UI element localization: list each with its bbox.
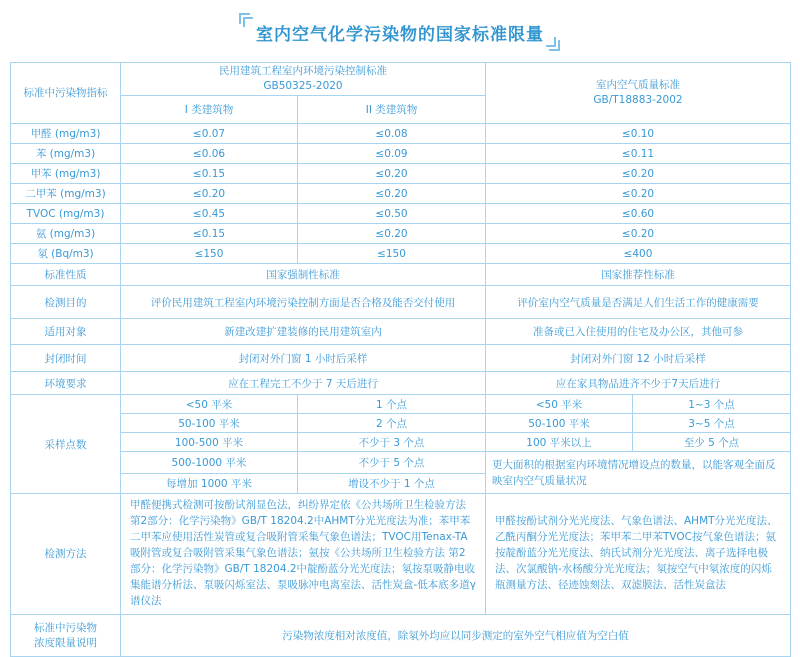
gb18883-code: GB/T18883-2002 [593, 94, 683, 107]
gb50325-code: GB50325-2020 [263, 80, 343, 93]
info-label: 封闭时间 [11, 345, 121, 372]
title-wrap [256, 20, 544, 45]
method-right-text: 甲醛按酚试剂分光光度法、气象色谱法、AHMT分光光度法、乙酰丙酮分光光度法；苯甲苯二甲苯TVOC按气象色谱法；氨按靛酚蓝分光光度法、纳氏试剂分光光度法、离子选择电极法、次氯酸钠-水杨酸分光光度法；氡按空气中氡浓度的闪烁瓶测量方法、径迹蚀刻法、双滤膜法、活性炭盒法 [486, 493, 791, 614]
header-gb50325 [121, 63, 486, 96]
pollutant-name: 苯 (mg/m3) [11, 144, 121, 164]
limit-iaq: ≤0.60 [486, 204, 791, 224]
info-label: 检测目的 [11, 286, 121, 319]
limit-class2: ≤0.20 [298, 224, 486, 244]
gb18883-title: 室内空气质量标准 [596, 79, 680, 91]
pollutant-row [11, 224, 791, 244]
info-left: 应在工程完工不少于 7 天后进行 [121, 372, 486, 395]
sampling-left-points: 不少于 5 个点 [298, 452, 486, 473]
note-text: 污染物浓度相对浓度值，除氡外均应以同步测定的室外空气相应值为空白值 [121, 614, 791, 656]
sampling-row [11, 414, 791, 433]
pollutant-name: 甲醛 (mg/m3) [11, 124, 121, 144]
pollutant-row [11, 144, 791, 164]
title-bar [0, 0, 800, 45]
sampling-right-area: 100 平米以上 [486, 433, 633, 452]
note-label [11, 614, 121, 656]
limit-class1: ≤150 [121, 244, 298, 264]
info-row [11, 264, 791, 286]
limit-class2: ≤0.50 [298, 204, 486, 224]
sampling-right-area: 50-100 平米 [486, 414, 633, 433]
limit-class1: ≤0.07 [121, 124, 298, 144]
limit-class1: ≤0.15 [121, 224, 298, 244]
sampling-right-points: 1~3 个点 [633, 395, 791, 414]
sampling-row [11, 395, 791, 414]
sampling-left-area: 每增加 1000 平米 [121, 473, 298, 493]
pollutant-name: TVOC (mg/m3) [11, 204, 121, 224]
sampling-left-points: 不少于 3 个点 [298, 433, 486, 452]
sampling-left-area: 50-100 平米 [121, 414, 298, 433]
header-indicator: 标准中污染物指标 [11, 63, 121, 124]
info-row [11, 286, 791, 319]
method-label: 检测方法 [11, 493, 121, 614]
pollutant-name: 甲苯 (mg/m3) [11, 164, 121, 184]
limit-iaq: ≤0.11 [486, 144, 791, 164]
page-title: 室内空气化学污染物的国家标准限量 [256, 25, 544, 45]
header-row-1 [11, 63, 791, 96]
sampling-row [11, 452, 791, 473]
info-row [11, 372, 791, 395]
limit-class2: ≤0.20 [298, 164, 486, 184]
limit-class1: ≤0.45 [121, 204, 298, 224]
method-row [11, 493, 791, 614]
info-right: 评价室内空气质量是否满足人们生活工作的健康需要 [486, 286, 791, 319]
limit-class2: ≤0.08 [298, 124, 486, 144]
note-label-line1: 标准中污染物 [34, 622, 97, 635]
pollutant-row [11, 184, 791, 204]
pollutant-row [11, 124, 791, 144]
sampling-right-note: 更大面积的根据室内环境情况增设点的数量，以能客观全面反映室内空气质量状况 [486, 452, 791, 494]
info-left: 评价民用建筑工程室内环境污染控制方面是否合格及能否交付使用 [121, 286, 486, 319]
info-left: 封闭对外门窗 1 小时后采样 [121, 345, 486, 372]
limit-iaq: ≤0.20 [486, 184, 791, 204]
header-class2: II 类建筑物 [298, 96, 486, 124]
sampling-right-points: 3~5 个点 [633, 414, 791, 433]
info-right: 应在家具物品进齐不少于7天后进行 [486, 372, 791, 395]
limit-class2: ≤0.09 [298, 144, 486, 164]
info-left: 新建改建扩建装修的民用建筑室内 [121, 319, 486, 345]
corner-bracket-top-left-icon [239, 13, 250, 24]
corner-bracket-bottom-right-icon [549, 40, 560, 51]
info-right: 封闭对外门窗 12 小时后采样 [486, 345, 791, 372]
method-left-text: 甲醛便携式检测可按酚试剂显色法，纠纷界定依《公共场所卫生检验方法 第2部分：化学污染物》GB/T 18204.2中AHMT分光光度法为准；苯甲苯二甲苯应使用活性炭管或复合吸附管采集气象色谱法；TVOC用Tenax-TA吸附管或复合吸附管采集气象色谱法；氨按《公共场所卫生检验方法 第2部分：化学污染物》GB/T 18204.2中靛酚蓝分光光度法；氡按泵吸静电收集能谱分析法、泵吸闪烁室法、泵吸脉冲电离室法、活性炭盒-低本底多道γ谱仪法 [121, 493, 486, 614]
pollutant-name: 氨 (mg/m3) [11, 224, 121, 244]
sampling-right-area: <50 平米 [486, 395, 633, 414]
limit-class2: ≤0.20 [298, 184, 486, 204]
info-row [11, 319, 791, 345]
note-row [11, 614, 791, 656]
gb50325-title: 民用建筑工程室内环境污染控制标准 [219, 65, 387, 77]
info-right: 国家推荐性标准 [486, 264, 791, 286]
sampling-row [11, 433, 791, 452]
limit-iaq: ≤0.20 [486, 164, 791, 184]
header-class1: I 类建筑物 [121, 96, 298, 124]
pollutant-row [11, 164, 791, 184]
limit-class1: ≤0.06 [121, 144, 298, 164]
pollutant-row [11, 244, 791, 264]
limit-iaq: ≤0.20 [486, 224, 791, 244]
standards-table [10, 62, 791, 657]
note-label-line2: 浓度限量说明 [34, 637, 97, 650]
info-row [11, 345, 791, 372]
info-label: 适用对象 [11, 319, 121, 345]
info-label: 标准性质 [11, 264, 121, 286]
limit-class1: ≤0.20 [121, 184, 298, 204]
sampling-left-area: 500-1000 平米 [121, 452, 298, 473]
sampling-label: 采样点数 [11, 395, 121, 494]
info-left: 国家强制性标准 [121, 264, 486, 286]
limit-iaq: ≤400 [486, 244, 791, 264]
sampling-left-area: 100-500 平米 [121, 433, 298, 452]
sampling-right-points: 至少 5 个点 [633, 433, 791, 452]
limit-iaq: ≤0.10 [486, 124, 791, 144]
pollutant-name: 二甲苯 (mg/m3) [11, 184, 121, 204]
sampling-left-points: 增设不少于 1 个点 [298, 473, 486, 493]
pollutant-name: 氡 (Bq/m3) [11, 244, 121, 264]
info-right: 准备或已入住使用的住宅及办公区，其他可参 [486, 319, 791, 345]
sampling-left-points: 2 个点 [298, 414, 486, 433]
header-gb18883 [486, 63, 791, 124]
sampling-left-points: 1 个点 [298, 395, 486, 414]
limit-class2: ≤150 [298, 244, 486, 264]
info-label: 环境要求 [11, 372, 121, 395]
limit-class1: ≤0.15 [121, 164, 298, 184]
sampling-left-area: <50 平米 [121, 395, 298, 414]
pollutant-row [11, 204, 791, 224]
